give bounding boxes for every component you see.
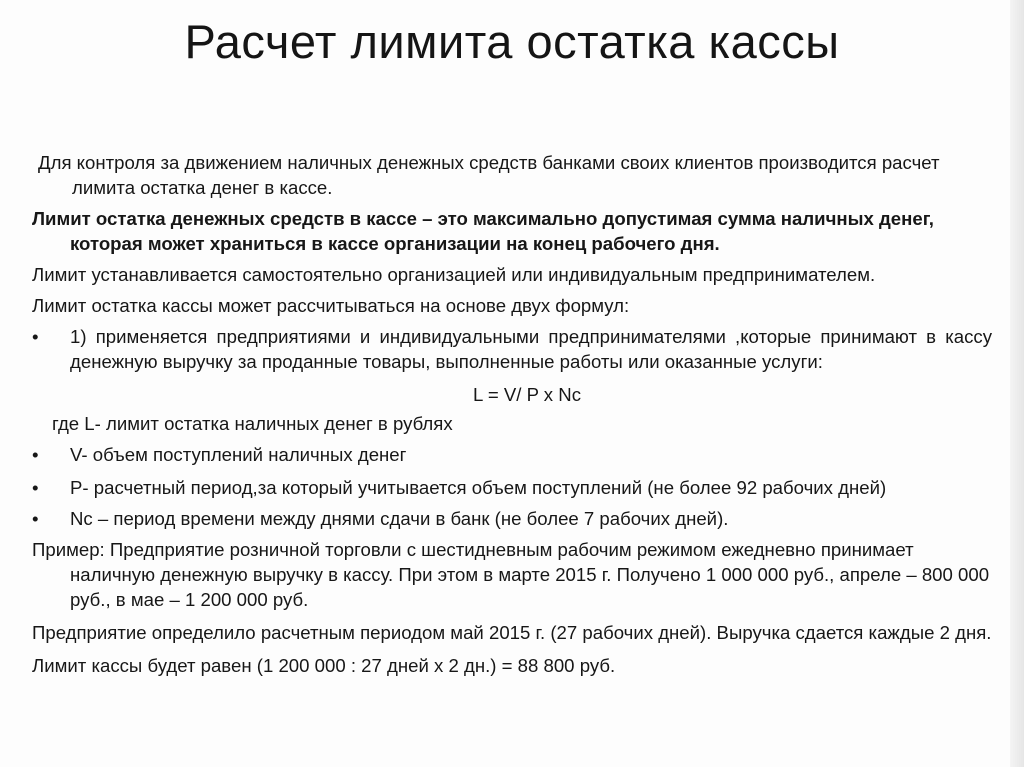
bullet: •: [32, 326, 39, 347]
paragraph-example-2: Предприятие определило расчетным периодом май 2015 г. (27 рабочих дней). Выручка сдается каждые 2 дня.: [32, 622, 992, 643]
slide-content: [32, 150, 992, 678]
bullet: •: [32, 444, 39, 465]
paragraph-definition: Лимит остатка денежных средств в кассе – это максимально допустимая сумма наличных денег, которая может храниться в кассе организации на конец рабочего дня.: [32, 208, 934, 254]
formula: L = V/ P х Nc: [473, 384, 581, 405]
list-item-text: P- расчетный период,за который учитывается объем поступлений (не более 92 рабочих дней): [70, 477, 887, 498]
list-item-text: V- объем поступлений наличных денег: [70, 444, 407, 465]
list-item-v: [32, 442, 992, 467]
list-item-text: Nc – период времени между днями сдачи в банк (не более 7 рабочих дней).: [70, 508, 729, 529]
list-item-formula-1: [32, 324, 992, 374]
bullet: •: [32, 508, 39, 529]
paragraph-example-3: Лимит кассы будет равен (1 200 000 : 27 дней х 2 дн.) = 88 800 руб.: [32, 655, 616, 676]
paragraph-control: Для контроля за движением наличных денежных средств банками своих клиентов производится расчет лимита остатка денег в кассе.: [38, 152, 940, 198]
slide-title: Расчет лимита остатка кассы: [184, 15, 840, 68]
where-line: где L- лимит остатка наличных денег в рублях: [52, 413, 453, 434]
list-item-text: 1) применяется предприятиями и индивидуальными предпринимателями ,которые принимают в кассу денежную выручку за проданные товары, выполненные работы или оказанные услуги:: [70, 326, 992, 372]
slide-edge: [1010, 0, 1024, 767]
paragraph-establish: Лимит устанавливается самостоятельно организацией или индивидуальным предпринимателем.: [32, 264, 876, 285]
list-item-p: [32, 475, 992, 500]
paragraph-formulas: Лимит остатка кассы может рассчитываться на основе двух формул:: [32, 295, 630, 316]
paragraph-example-1: Пример: Предприятие розничной торговли с шестидневным рабочим режимом ежедневно принимает наличную денежную выручку в кассу. При этом в марте 2015 г. Получено 1 000 000 руб., апреле – 800 000 руб., в мае – 1 200 000 руб.: [32, 539, 990, 610]
bullet: •: [32, 477, 39, 498]
list-item-nc: [32, 506, 992, 531]
